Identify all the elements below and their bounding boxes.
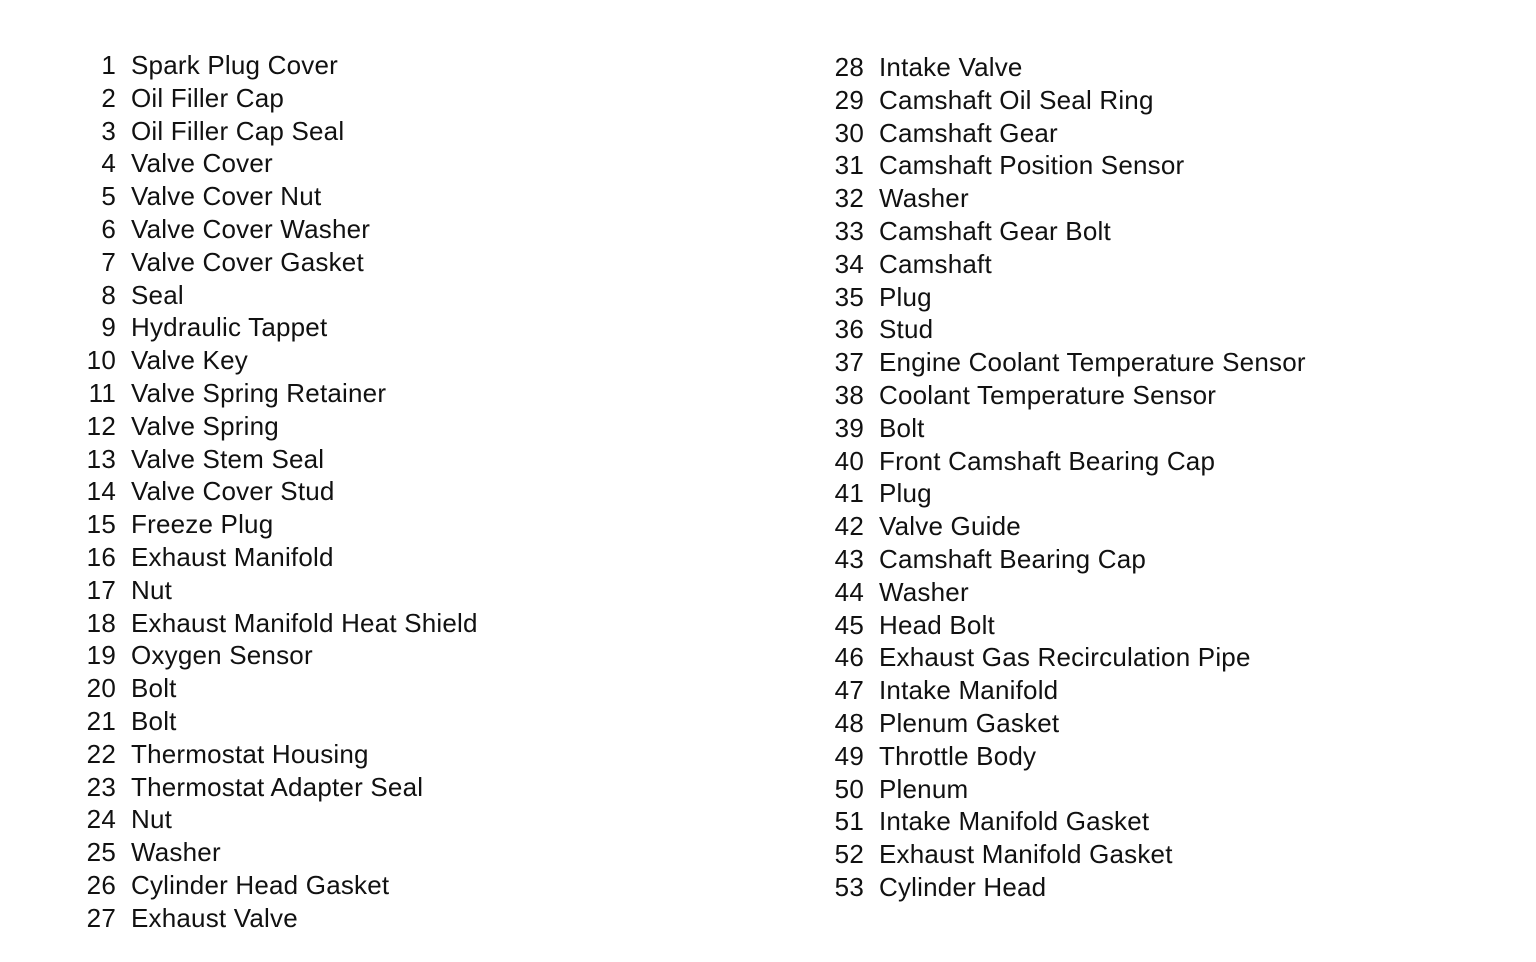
legend-item-number: 15 [86,509,116,540]
legend-item-label: Valve Cover Gasket [131,246,364,277]
legend-item [70,837,478,870]
legend-item [70,542,478,575]
legend-item [70,345,478,378]
legend-item-label: Intake Manifold Gasket [879,806,1150,837]
legend-item-number: 1 [101,50,116,80]
legend-item [818,511,1306,544]
legend-item [818,806,1306,839]
legend-item-label: Engine Coolant Temperature Sensor [879,347,1306,378]
legend-item [818,314,1306,347]
legend-item-number: 38 [834,379,864,410]
legend-item-number: 47 [834,675,864,706]
legend-item-number: 33 [834,215,864,246]
legend-item [818,85,1306,118]
legend-column-right [818,52,1306,905]
legend-item-label: Valve Stem Seal [131,443,325,474]
legend-column-left [70,50,478,936]
legend-item-number: 46 [834,642,864,673]
legend-item-number: 44 [834,576,864,607]
legend-item-number: 21 [86,705,116,736]
legend-item-number: 40 [834,445,864,476]
legend-item-label: Valve Cover [131,148,273,179]
legend-item-label: Camshaft [879,248,992,279]
legend-item [818,610,1306,643]
legend-item-number: 19 [86,640,116,671]
legend-item [70,706,478,739]
legend-item-number: 27 [86,902,116,933]
legend-item [70,476,478,509]
legend-item-label: Plug [879,478,932,509]
legend-item-number: 6 [101,213,116,244]
legend-item-label: Oil Filler Cap Seal [131,115,345,146]
legend-item-label: Freeze Plug [131,509,274,540]
legend-item-number: 51 [834,806,864,837]
legend-item [70,509,478,542]
legend-item-label: Exhaust Valve [131,902,298,933]
legend-item-label: Washer [879,183,969,214]
legend-item-label: Camshaft Oil Seal Ring [879,84,1154,115]
legend-item-label: Throttle Body [879,740,1037,771]
legend-item [818,52,1306,85]
legend-item-number: 43 [834,543,864,574]
legend-item-label: Intake Valve [879,52,1023,82]
legend-item-label: Plenum [879,773,969,804]
legend-item [70,804,478,837]
legend-item-number: 24 [86,804,116,835]
legend-item-label: Seal [131,279,184,310]
legend-item-label: Front Camshaft Bearing Cap [879,445,1216,476]
legend-item-number: 2 [101,82,116,113]
legend-item-label: Camshaft Position Sensor [879,150,1185,181]
legend-item [818,577,1306,610]
legend-item-number: 53 [834,871,864,902]
legend-item [818,478,1306,511]
legend-item-label: Valve Guide [879,511,1021,542]
legend-item-number: 12 [86,410,116,441]
legend-item-number: 23 [86,771,116,802]
legend-item-number: 22 [86,738,116,769]
legend-item-label: Cylinder Head [879,871,1047,902]
legend-item-number: 45 [834,609,864,640]
legend-item-number: 42 [834,511,864,542]
legend-item-label: Washer [879,576,969,607]
legend-item-number: 11 [88,377,116,408]
legend-item [70,575,478,608]
legend-item-label: Exhaust Manifold [131,541,334,572]
legend-item [818,216,1306,249]
legend-item-label: Valve Cover Washer [131,213,371,244]
legend-item-number: 30 [834,117,864,148]
legend-item-number: 32 [834,183,864,214]
legend-item-number: 13 [86,443,116,474]
legend-item-number: 37 [834,347,864,378]
legend-item [70,444,478,477]
legend-item-number: 39 [834,412,864,443]
legend-item-label: Thermostat Adapter Seal [131,771,424,802]
legend-item-label: Exhaust Manifold Heat Shield [131,607,478,638]
legend-item [70,50,478,83]
legend-item-number: 10 [86,345,116,376]
legend-item [818,183,1306,216]
legend-item [818,839,1306,872]
legend-item-label: Oil Filler Cap [131,82,285,113]
legend-item [818,675,1306,708]
legend-item [818,150,1306,183]
legend-item-number: 36 [834,314,864,345]
legend-item-number: 20 [86,673,116,704]
legend-item-number: 5 [101,181,116,212]
legend-item-label: Head Bolt [879,609,995,640]
legend-item [70,772,478,805]
legend-item [818,282,1306,315]
legend-item-label: Spark Plug Cover [131,50,338,80]
legend-item [818,118,1306,151]
legend-item-label: Plenum Gasket [879,707,1060,738]
legend-item [70,739,478,772]
legend-item-label: Valve Cover Stud [131,476,335,507]
legend-item-label: Valve Key [131,345,248,376]
legend-item-number: 31 [834,150,864,181]
legend-item [70,148,478,181]
legend-item [818,380,1306,413]
legend-item-label: Valve Cover Nut [131,181,322,212]
legend-item [70,378,478,411]
legend-item-label: Camshaft Gear Bolt [879,215,1111,246]
legend-item [70,214,478,247]
legend-item [70,280,478,313]
legend-item [70,312,478,345]
legend-item-number: 7 [101,246,116,277]
legend-item [70,116,478,149]
legend-item [818,642,1306,675]
legend-item-number: 50 [834,773,864,804]
legend-item [818,741,1306,774]
legend-item-label: Washer [131,837,221,868]
legend-item-label: Intake Manifold [879,675,1059,706]
legend-item-number: 52 [834,839,864,870]
legend-item-number: 49 [834,740,864,771]
legend-item [818,708,1306,741]
legend-item-label: Bolt [131,705,177,736]
legend-item [70,870,478,903]
legend-item-label: Nut [131,804,173,835]
legend-item-label: Bolt [879,412,925,443]
legend-item-number: 25 [86,837,116,868]
legend-item-label: Nut [131,574,173,605]
legend-item-label: Cylinder Head Gasket [131,869,390,900]
legend-item [70,181,478,214]
legend-item-number: 8 [101,279,116,310]
legend-item-label: Valve Spring [131,410,279,441]
legend-item-number: 16 [86,541,116,572]
legend-item-number: 41 [834,478,864,509]
legend-item-number: 28 [834,52,864,82]
legend-item-label: Camshaft Bearing Cap [879,543,1147,574]
legend-item [70,640,478,673]
legend-item [70,903,478,936]
legend-item [70,411,478,444]
legend-item-label: Oxygen Sensor [131,640,313,671]
legend-item-label: Hydraulic Tappet [131,312,328,343]
legend-item-label: Valve Spring Retainer [131,377,387,408]
legend-item-number: 18 [86,607,116,638]
legend-item [70,673,478,706]
legend-item-label: Exhaust Manifold Gasket [879,839,1173,870]
legend-item-label: Thermostat Housing [131,738,369,769]
legend-item-label: Plug [879,281,932,312]
legend-item [818,872,1306,905]
legend-item-number: 26 [86,869,116,900]
legend-item [818,446,1306,479]
legend-item-number: 14 [86,476,116,507]
legend-item [818,249,1306,282]
legend-item [818,544,1306,577]
legend-item-number: 9 [101,312,116,343]
legend-item-label: Coolant Temperature Sensor [879,379,1217,410]
legend-item-number: 4 [101,148,116,179]
legend-item [70,608,478,641]
legend-item [70,247,478,280]
legend-item-number: 34 [834,248,864,279]
legend-item-label: Exhaust Gas Recirculation Pipe [879,642,1251,673]
legend-item [818,347,1306,380]
legend-item-number: 3 [101,115,116,146]
legend-item-label: Stud [879,314,934,345]
legend-item-label: Camshaft Gear [879,117,1058,148]
legend-item-number: 35 [834,281,864,312]
legend-item [818,774,1306,807]
legend-item [818,413,1306,446]
legend-item-number: 48 [834,707,864,738]
legend-item-number: 17 [86,574,116,605]
legend-item [70,83,478,116]
legend-item-label: Bolt [131,673,177,704]
legend-item-number: 29 [834,84,864,115]
